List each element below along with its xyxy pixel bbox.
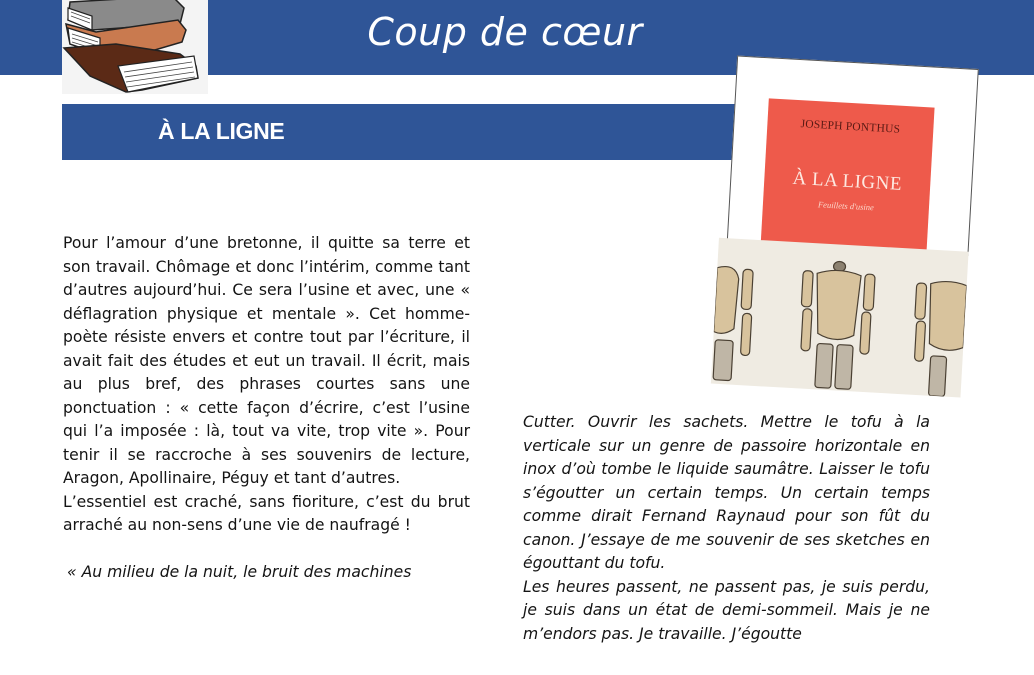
cover-author: JOSEPH PONTHUS [800,118,901,136]
excerpt-paragraph: Cutter. Ouvrir les sachets. Mettre le tofu à la verticale sur un genre de passoire horizontale en inox d’où tombe le liquide saumâtre. Laisser le tofu s’égoutter un certain temps. Un certain temps comme dirait Fernand Raynaud pour son fût du canon. J’essaye de me souvenir de ses sketches en égouttant du tofu. [523,413,930,572]
mannequin-torsos-illustration [711,238,969,398]
section-title: À LA LIGNE [158,118,285,144]
cover-card [727,55,979,255]
book-cover [719,55,979,390]
section-heading-bar [62,104,742,160]
page-title: Coup de cœur [367,10,643,54]
cover-subtitle: Feuillets d'usine [817,199,875,213]
excerpt-paragraph: Les heures passent, ne passent pas, je suis perdu, je suis dans un état de demi-sommeil. Mais je ne m’endors pas. Je travaille. J’égoutte [523,577,930,643]
stack-of-books-icon [62,0,208,94]
quote-paragraph: « Au milieu de la nuit, le bruit des machines [67,563,412,581]
review-text [63,232,470,585]
review-paragraph: L’essentiel est craché, sans fioriture, c’est du brut arraché au non-sens d’une vie de naufragé ! [63,492,470,534]
cover-title: À LA LIGNE [792,167,903,195]
cover-title-panel [761,98,935,252]
excerpt-text [523,411,930,646]
review-paragraph: Pour l’amour d’une bretonne, il quitte sa terre et son travail. Chômage et donc l’intérim, comme tant d’autres aujourd’hui. Ce sera l’usine et avec, une « déflagration physique et mentale ». Cet homme-poète résiste envers et contre tout par l’écriture, il avait fait des études et eut un travail. Il écrit, mais au plus bref, des phrases courtes sans une ponctuation : « cette façon d’écrire, c’est l’usine qui l’a imposée : là, tout va vite, trop vite ». Pour tenir il se raccroche à ses souvenirs de lecture, Aragon, Apollinaire, Péguy et tant d’autres. [63,234,470,487]
